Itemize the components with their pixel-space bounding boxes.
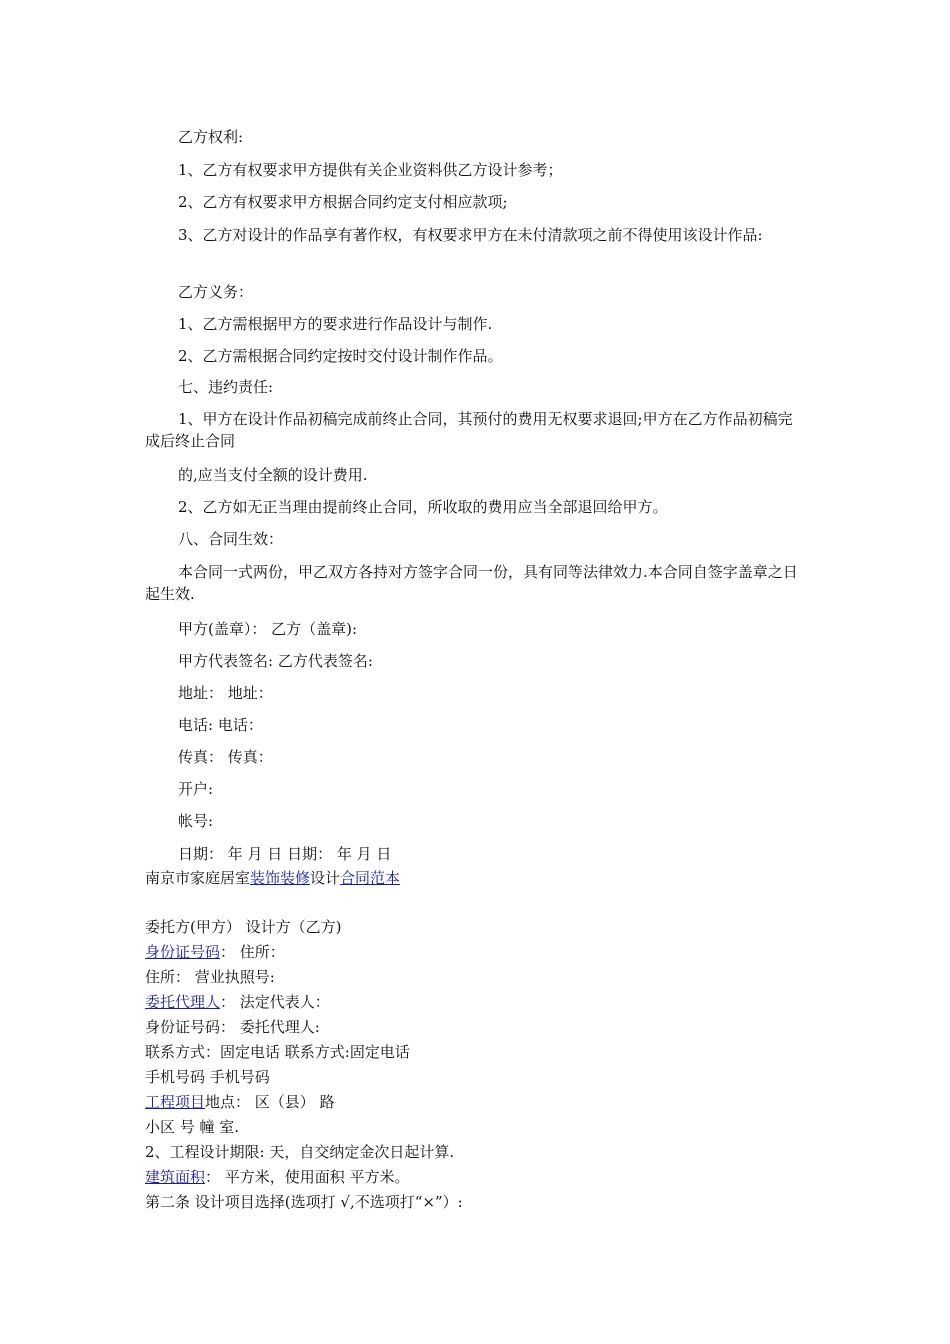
project-line (145, 1091, 335, 1113)
party-b-rights-title: 乙方权利: (178, 128, 244, 146)
breach-item-1-cont: 的,应当支付全额的设计费用. (178, 466, 368, 484)
sign-line-date: 日期： 年 月 日 日期： 年 月 日 (178, 845, 392, 863)
id-number-link[interactable]: 身份证号码 (145, 943, 221, 961)
breach-item-2: 2、乙方如无正当理由提前终止合同，所收取的费用应当全部退回给甲方。 (178, 498, 668, 516)
parties-line: 委托方(甲方） 设计方（乙方) (145, 918, 342, 936)
duty-item-1: 1、乙方需根据甲方的要求进行作品设计与制作. (178, 315, 493, 333)
area-line (145, 1166, 410, 1188)
sign-line-bank: 开户: (178, 780, 214, 798)
sign-line-seal: 甲方(盖章）： 乙方（盖章): (178, 620, 358, 638)
agent-link[interactable]: 委托代理人 (145, 993, 221, 1011)
contract-title (145, 867, 400, 889)
period-line: 2、工程设计期限: 天，自交纳定金次日起计算. (145, 1143, 455, 1161)
article2-line: 第二条 设计项目选择(选项打 √,不选项打“×”）: (145, 1193, 463, 1211)
project-link[interactable]: 工程项目 (145, 1093, 206, 1111)
contract-title-text-2: 设计 (310, 869, 341, 887)
party-b-duties-title: 乙方义务： (178, 283, 254, 301)
id-line-rest: ： 住所： (220, 943, 285, 961)
sign-line-account: 帐号: (178, 812, 214, 830)
sign-line-phone: 电话: 电话： (178, 716, 263, 734)
right-item-3: 3、乙方对设计的作品享有著作权，有权要求甲方在未付清款项之前不得使用该设计作品: (178, 226, 763, 244)
agent-line-rest: ： 法定代表人： (220, 993, 330, 1011)
contract-title-text-1: 南京市家庭居室 (145, 869, 251, 887)
mobile-line: 手机号码 手机号码 (145, 1068, 270, 1086)
community-line: 小区 号 幢 室. (145, 1118, 240, 1136)
duty-item-2: 2、乙方需根据合同约定按时交付设计制作作品。 (178, 347, 503, 365)
building-area-link[interactable]: 建筑面积 (145, 1168, 206, 1186)
agent-line (145, 991, 330, 1013)
address-line: 住所： 营业执照号: (145, 968, 275, 986)
sign-line-address: 地址： 地址： (178, 684, 273, 702)
project-line-rest: 地点： 区（县） 路 (205, 1093, 335, 1111)
sign-line-representative: 甲方代表签名: 乙方代表签名: (178, 652, 373, 670)
right-item-1: 1、乙方有权要求甲方提供有关企业资料供乙方设计参考； (178, 161, 563, 179)
area-line-rest: ： 平方米，使用面积 平方米。 (205, 1168, 410, 1186)
decoration-link[interactable]: 装饰装修 (250, 869, 311, 887)
id-line (145, 941, 285, 963)
breach-item-1: 1、甲方在设计作品初稿完成前终止合同，其预付的费用无权要求退回;甲方在乙方作品初稿完成后终止合同 (145, 410, 793, 450)
breach-title: 七、违约责任: (178, 378, 274, 396)
effect-text: 本合同一式两份，甲乙双方各持对方签字合同一份，具有同等法律效力.本合同自签字盖章之日起生效. (145, 563, 798, 603)
contract-template-link[interactable]: 合同范本 (340, 869, 401, 887)
sign-line-fax: 传真： 传真： (178, 748, 273, 766)
right-item-2: 2、乙方有权要求甲方根据合同约定支付相应款项; (178, 193, 508, 211)
effect-title: 八、合同生效： (178, 530, 284, 548)
contact-line: 联系方式：固定电话 联系方式:固定电话 (145, 1043, 410, 1061)
id-agent-line: 身份证号码： 委托代理人: (145, 1018, 320, 1036)
